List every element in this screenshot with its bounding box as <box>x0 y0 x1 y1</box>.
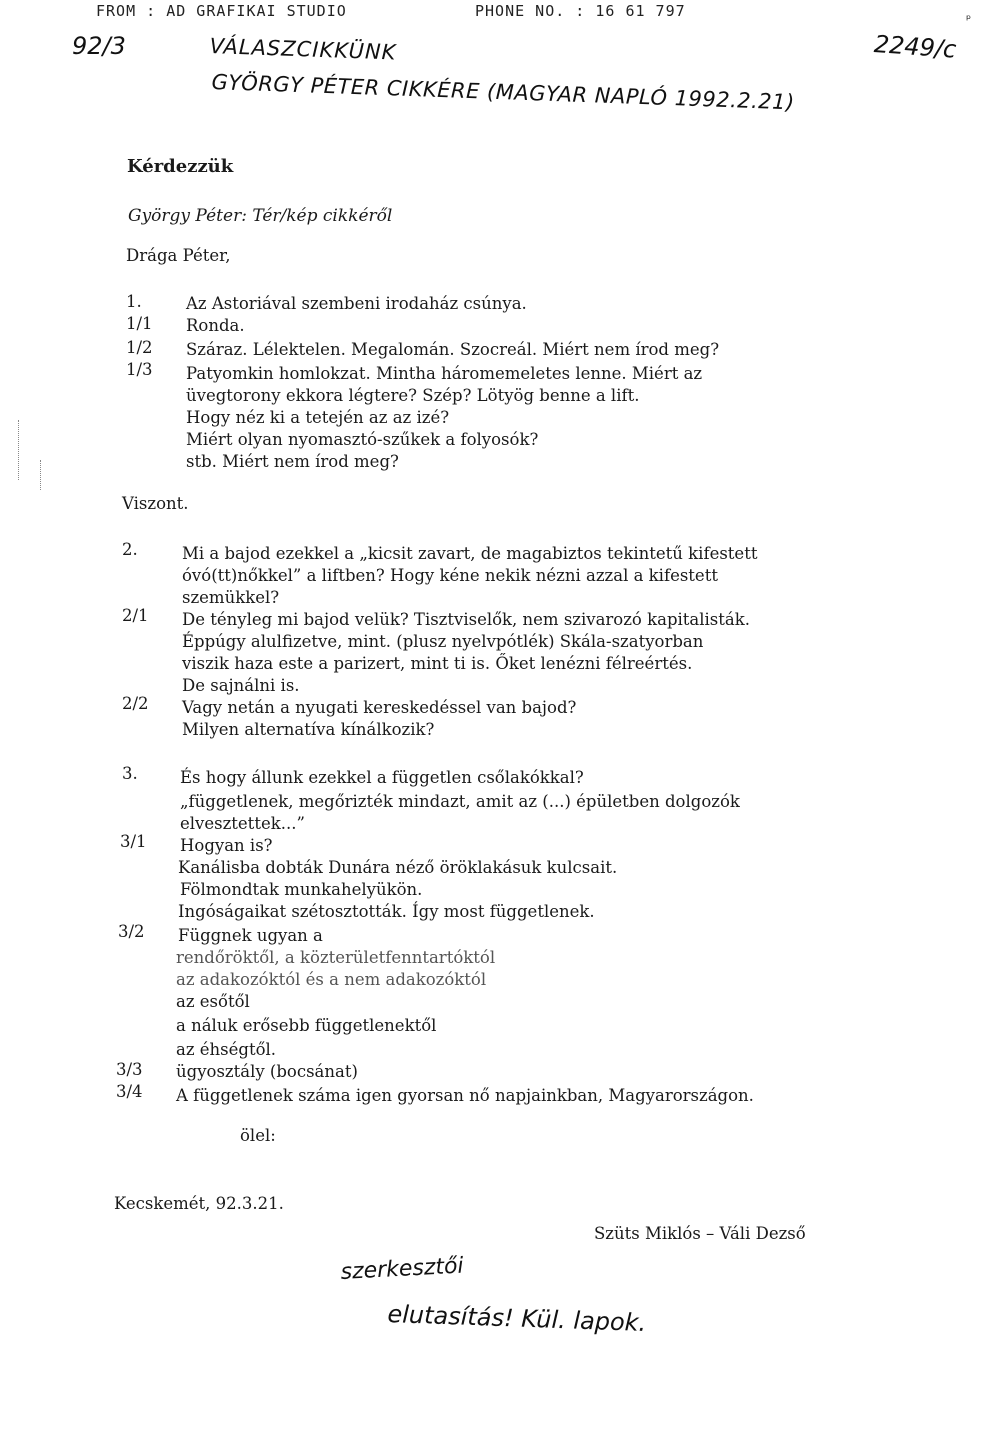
closing: ölel: <box>240 1126 276 1145</box>
item-text: az esőtől <box>176 992 250 1011</box>
item-text: az éhségtől. <box>176 1040 277 1059</box>
item-text: Száraz. Lélektelen. Megalomán. Szocreál. Miért nem írod meg? <box>186 340 720 359</box>
item-text: Milyen alternatíva kínálkozik? <box>182 720 435 739</box>
item-text: üvegtorony ekkora légtere? Szép? Lötyög benne a lift. <box>186 386 640 405</box>
item-text: Függnek ugyan a <box>178 926 323 945</box>
item-text: Mi a bajod ezekkel a „kicsit zavart, de magabiztos tekintetű kifestett <box>182 544 758 563</box>
item-number: 3/3 <box>116 1060 143 1079</box>
item-text: viszik haza este a parizert, mint ti is. Őket lenézni félreértés. <box>182 654 693 673</box>
handwritten-reference-left: 92/3 <box>72 32 126 60</box>
item-text: stb. Miért nem írod meg? <box>186 452 399 471</box>
item-text: szemükkel? <box>182 588 280 607</box>
scan-speck <box>18 420 21 480</box>
item-text: „függetlenek, megőrizték mindazt, amit az (...) épületben dolgozók <box>180 792 740 811</box>
fax-phone: PHONE NO. : 16 61 797 <box>475 2 686 20</box>
item-number: 1. <box>126 292 142 311</box>
item-text: ügyosztály (bocsánat) <box>176 1062 358 1081</box>
item-text: Vagy netán a nyugati kereskedéssel van bajod? <box>182 698 577 717</box>
item-number: 1/3 <box>126 360 153 379</box>
item-text: És hogy állunk ezekkel a független csőlakókkal? <box>180 768 584 787</box>
handwritten-note-line2: GYÖRGY PÉTER CIKKÉRE (MAGYAR NAPLÓ 1992.2.21) <box>211 70 796 115</box>
item-text: Fölmondtak munkahelyükön. <box>180 880 423 899</box>
item-text: Az Astoriával szembeni irodaház csúnya. <box>186 294 527 313</box>
handwritten-bottom-line2: elutasítás! Kül. lapok. <box>387 1300 647 1338</box>
item-number: 1/1 <box>126 314 153 333</box>
item-number: 3/4 <box>116 1082 143 1101</box>
item-number: 3/1 <box>120 832 147 851</box>
scan-mark: ᵖ <box>966 12 972 26</box>
item-text: De sajnálni is. <box>182 676 300 695</box>
item-text: az adakozóktól és a nem adakozóktól <box>176 970 487 989</box>
item-number: 2. <box>122 540 138 559</box>
item-text: óvó(tt)nőkkel” a liftben? Hogy kéne nekik nézni azzal a kifestett <box>182 566 718 585</box>
item-text: rendőröktől, a közterületfenntartóktól <box>176 948 496 967</box>
salutation: Drága Péter, <box>126 246 231 265</box>
item-text: A függetlenek száma igen gyorsan nő napjainkban, Magyarországon. <box>176 1086 754 1105</box>
item-text: De tényleg mi bajod velük? Tisztviselők, nem szivarozó kapitalisták. <box>182 610 750 629</box>
item-text: Ronda. <box>186 316 245 335</box>
handwritten-bottom-line1: szerkesztői <box>340 1253 465 1285</box>
document-title: Kérdezzük <box>127 156 234 177</box>
item-number: 1/2 <box>126 338 153 357</box>
item-text: Kanálisba dobták Dunára néző öröklakásuk kulcsait. <box>178 858 618 877</box>
item-number: 3. <box>122 764 138 783</box>
item-number: 2/2 <box>122 694 149 713</box>
item-text: Éppúgy alulfizetve, mint. (plusz nyelvpótlék) Skála-szatyorban <box>182 632 704 651</box>
signature: Szüts Miklós – Váli Dezső <box>594 1224 806 1243</box>
transition-word: Viszont. <box>122 494 189 513</box>
place-and-date: Kecskemét, 92.3.21. <box>114 1194 284 1213</box>
item-text: a náluk erősebb függetlenektől <box>176 1016 437 1035</box>
item-text: Hogyan is? <box>180 836 273 855</box>
item-number: 2/1 <box>122 606 149 625</box>
handwritten-reference-right: 2249/c <box>873 30 958 64</box>
fax-sender: FROM : AD GRAFIKAI STUDIO <box>96 2 347 20</box>
item-text: Ingóságaikat szétosztották. Így most függetlenek. <box>178 902 595 921</box>
document-subtitle: György Péter: Tér/kép cikkéről <box>128 206 393 226</box>
item-text: Hogy néz ki a tetején az az izé? <box>186 408 450 427</box>
item-text: Patyomkin homlokzat. Mintha háromemeletes lenne. Miért az <box>186 364 703 383</box>
item-text: Miért olyan nyomasztó-szűkek a folyosók? <box>186 430 539 449</box>
handwritten-note-line1: VÁLASZCIKKÜNK <box>209 34 397 65</box>
item-text: elvesztettek...” <box>180 814 305 833</box>
scan-speck <box>40 460 43 490</box>
item-number: 3/2 <box>118 922 145 941</box>
